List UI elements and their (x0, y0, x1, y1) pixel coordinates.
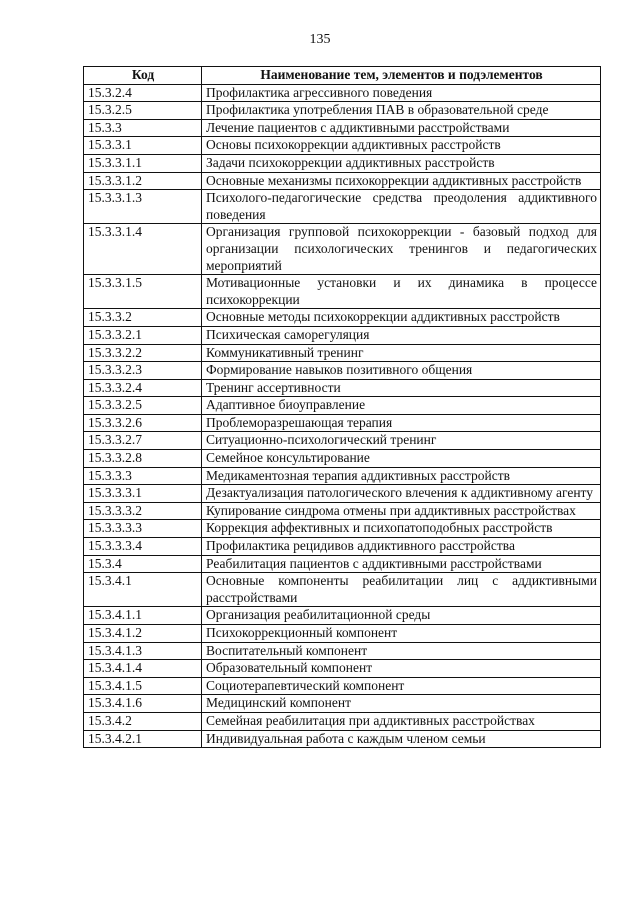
row-code: 15.3.3.2.8 (84, 450, 202, 468)
table-row (84, 695, 601, 713)
table-row (84, 730, 601, 748)
row-name: Коммуникативный тренинг (202, 344, 601, 362)
table-row (84, 660, 601, 678)
row-code: 15.3.3.1.3 (84, 190, 202, 224)
table-row (84, 607, 601, 625)
row-code: 15.3.4 (84, 555, 202, 573)
row-name: Основные компоненты реабилитации лиц с аддиктивными расстройствами (202, 573, 601, 607)
row-code: 15.3.3.2.5 (84, 397, 202, 415)
table-row (84, 224, 601, 275)
row-name: Психолого-педагогические средства преодоления аддиктивного поведения (202, 190, 601, 224)
row-code: 15.3.3 (84, 119, 202, 137)
row-name: Ситуационно-психологический тренинг (202, 432, 601, 450)
table-row (84, 275, 601, 309)
table-header-row (84, 67, 601, 85)
row-name: Основные методы психокоррекции аддиктивных расстройств (202, 309, 601, 327)
row-name: Основные механизмы психокоррекции аддиктивных расстройств (202, 172, 601, 190)
row-code: 15.3.4.1.4 (84, 660, 202, 678)
table-row (84, 555, 601, 573)
row-name: Адаптивное биоуправление (202, 397, 601, 415)
table-row (84, 362, 601, 380)
table-row (84, 450, 601, 468)
table-row (84, 432, 601, 450)
row-code: 15.3.4.1.1 (84, 607, 202, 625)
table-row (84, 190, 601, 224)
row-name: Медикаментозная терапия аддиктивных расстройств (202, 467, 601, 485)
row-name: Купирование синдрома отмены при аддиктивных расстройствах (202, 502, 601, 520)
row-code: 15.3.3.1.2 (84, 172, 202, 190)
table-row (84, 309, 601, 327)
table-row (84, 397, 601, 415)
row-name: Профилактика агрессивного поведения (202, 84, 601, 102)
row-name: Воспитательный компонент (202, 642, 601, 660)
row-name: Проблеморазрешающая терапия (202, 414, 601, 432)
row-code: 15.3.3.3.3 (84, 520, 202, 538)
row-code: 15.3.3.1.4 (84, 224, 202, 275)
table-row (84, 677, 601, 695)
row-name: Семейная реабилитация при аддиктивных расстройствах (202, 712, 601, 730)
row-code: 15.3.4.1.3 (84, 642, 202, 660)
table-row (84, 467, 601, 485)
table-row (84, 326, 601, 344)
header-name: Наименование тем, элементов и подэлементов (202, 67, 601, 85)
row-name: Профилактика рецидивов аддиктивного расстройства (202, 538, 601, 556)
row-name: Образовательный компонент (202, 660, 601, 678)
row-name: Реабилитация пациентов с аддиктивными расстройствами (202, 555, 601, 573)
row-name: Индивидуальная работа с каждым членом семьи (202, 730, 601, 748)
table-row (84, 712, 601, 730)
table-row (84, 344, 601, 362)
row-code: 15.3.3.3.4 (84, 538, 202, 556)
table-row (84, 414, 601, 432)
table-row (84, 502, 601, 520)
table-row (84, 538, 601, 556)
row-name: Дезактуализация патологического влечения к аддиктивному агенту (202, 485, 601, 503)
row-name: Коррекция аффективных и психопатоподобных расстройств (202, 520, 601, 538)
row-name: Семейное консультирование (202, 450, 601, 468)
table-row (84, 102, 601, 120)
row-name: Тренинг ассертивности (202, 379, 601, 397)
table-row (84, 520, 601, 538)
row-code: 15.3.3.2.1 (84, 326, 202, 344)
row-code: 15.3.4.1.6 (84, 695, 202, 713)
row-code: 15.3.4.2 (84, 712, 202, 730)
page-number: 135 (309, 32, 331, 47)
row-name: Мотивационные установки и их динамика в процессе психокоррекции (202, 275, 601, 309)
row-name: Лечение пациентов с аддиктивными расстройствами (202, 119, 601, 137)
row-name: Задачи психокоррекции аддиктивных расстройств (202, 154, 601, 172)
table-row (84, 625, 601, 643)
row-code: 15.3.4.1 (84, 573, 202, 607)
row-code: 15.3.3.2.4 (84, 379, 202, 397)
row-code: 15.3.3.2.6 (84, 414, 202, 432)
row-code: 15.3.4.1.5 (84, 677, 202, 695)
table-row (84, 642, 601, 660)
row-name: Организация реабилитационной среды (202, 607, 601, 625)
row-name: Социотерапевтический компонент (202, 677, 601, 695)
table-body (84, 84, 601, 748)
header-code: Код (84, 67, 202, 85)
row-code: 15.3.2.4 (84, 84, 202, 102)
table-row (84, 84, 601, 102)
row-code: 15.3.3.2.3 (84, 362, 202, 380)
row-code: 15.3.3.3.1 (84, 485, 202, 503)
row-name: Организация групповой психокоррекции - базовый подход для организации психологических тренингов и педагогических мероприятий (202, 224, 601, 275)
table-row (84, 137, 601, 155)
row-code: 15.3.3.2.2 (84, 344, 202, 362)
table-row (84, 119, 601, 137)
topics-table (83, 66, 601, 748)
table-row (84, 379, 601, 397)
table-row (84, 573, 601, 607)
row-code: 15.3.3.1.5 (84, 275, 202, 309)
table-row (84, 172, 601, 190)
row-name: Профилактика употребления ПАВ в образовательной среде (202, 102, 601, 120)
row-name: Медицинский компонент (202, 695, 601, 713)
row-code: 15.3.4.1.2 (84, 625, 202, 643)
row-code: 15.3.3.2 (84, 309, 202, 327)
row-code: 15.3.3.3.2 (84, 502, 202, 520)
row-name: Психическая саморегуляция (202, 326, 601, 344)
row-code: 15.3.3.2.7 (84, 432, 202, 450)
table-row (84, 485, 601, 503)
row-code: 15.3.3.1.1 (84, 154, 202, 172)
row-name: Формирование навыков позитивного общения (202, 362, 601, 380)
row-name: Психокоррекционный компонент (202, 625, 601, 643)
row-code: 15.3.2.5 (84, 102, 202, 120)
row-code: 15.3.3.3 (84, 467, 202, 485)
row-code: 15.3.4.2.1 (84, 730, 202, 748)
row-code: 15.3.3.1 (84, 137, 202, 155)
table-row (84, 154, 601, 172)
row-name: Основы психокоррекции аддиктивных расстройств (202, 137, 601, 155)
